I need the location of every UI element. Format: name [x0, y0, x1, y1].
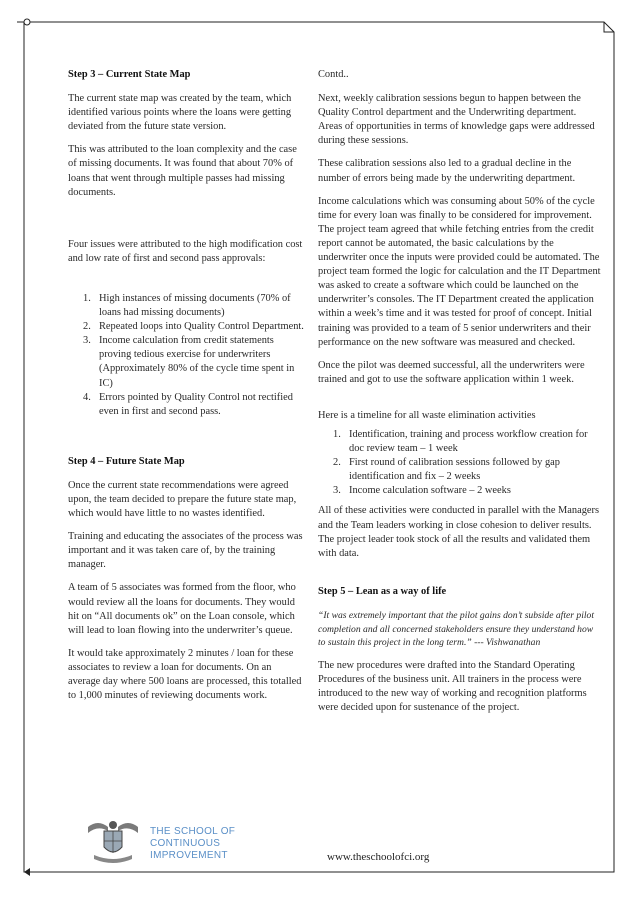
right-paragraph-3: Income calculations which was consuming about 50% of the cycle time for every loan was finally to be considered for improvement. The project team agreed that while fetching entries from the credit report cannot be automated, the basic calculations by the underwriter once the inputs were provided could be automated. The project team formed the logic for calculation and the IT Department was asked to create a software which could be launched on the underwriter’s consoles. The IT Department created the application within a week’s time and it was tested for proof of concept. Initial training was provided to a team of 5 senior underwriters and their performance on the new software was measured and checked.: [318, 195, 601, 348]
list-item: 2. First round of calibration sessions followed by gap identification and fix – 2 weeks: [333, 457, 560, 483]
step3-paragraph-3: Four issues were attributed to the high modification cost and low rate of first and second pass approvals:: [68, 238, 303, 264]
list-item: 1. High instances of missing documents (70% of loans had missing documents): [83, 292, 291, 319]
right-paragraph-5: All of these activities were conducted in parallel with the Managers and the Team leaders working in close cohesion to deliver results. The project leader took stock of all the results and validated them with data.: [318, 505, 600, 559]
step4-paragraph-4: It would take approximately 2 minutes / loan for these associates to review a loan for documents. On an average day where 500 loans are processed, this totalled to 1,000 minutes of reviewing documents work.: [68, 647, 302, 702]
timeline-list: [318, 428, 602, 498]
list-item: 3. Income calculation from credit statements proving tedious exercise for underwriters (Approximately 80% of the cycle time spent in IC): [83, 335, 295, 389]
right-paragraph-6: The new procedures were drafted into the Standard Operating Procedures of the business unit. All trainers in the process were introduced to the new way of working and recognition platforms were decided upon for sustenance of the project.: [318, 659, 587, 713]
left-column: [68, 68, 304, 703]
step3-paragraph-1: The current state map was created by the team, which identified various points where the loans were getting deviated from the future state version.: [68, 93, 292, 133]
timeline-intro: Here is a timeline for all waste elimination activities: [318, 409, 536, 421]
right-column: [318, 68, 602, 715]
school-logo: [84, 817, 289, 869]
issues-list: [68, 292, 304, 419]
step3-heading: Step 3 – Current State Map: [68, 69, 191, 80]
logo-line-2: CONTINUOUS IMPROVEMENT: [150, 838, 228, 861]
crest-icon: [84, 817, 142, 869]
list-item: 1. Identification, training and process workflow creation for doc review team – 1 week: [333, 428, 588, 455]
step4-paragraph-1: Once the current state recommendations were agreed upon, the team decided to prepare the future state map, which would have little to no wastes identified.: [68, 479, 297, 520]
list-item: 2. Repeated loops into Quality Control Department.: [83, 321, 304, 333]
step5-heading: Step 5 – Lean as a way of life: [318, 585, 447, 597]
right-paragraph-4: Once the pilot was deemed successful, all the underwriters were trained and got to use the software application within 1 week.: [318, 359, 585, 385]
list-item: 4. Errors pointed by Quality Control not rectified even in first and second pass.: [83, 391, 293, 417]
website-link[interactable]: www.theschoolofci.org: [327, 851, 430, 863]
list-item: 3. Income calculation software – 2 weeks: [333, 485, 511, 497]
right-paragraph-1: Next, weekly calibration sessions begun to happen between the Quality Control department and the Underwriting department. Areas of opportunities in terms of knowledge gaps were addressed during these sessions.: [318, 93, 595, 147]
step3-paragraph-2: This was attributed to the loan complexity and the case of missing documents. It was found that about 70% of loans that went through multiple passes had missing documents.: [68, 144, 297, 198]
contd-label: Contd..: [318, 69, 349, 80]
step4-heading: Step 4 – Future State Map: [68, 455, 185, 467]
step4-paragraph-3: A team of 5 associates was formed from the floor, who would review all the loans for documents. They would hit on “All documents ok” on the Loan console, which will lead to loan flowing into the underwriter’s queue.: [68, 582, 296, 636]
logo-line-1: THE SCHOOL OF: [150, 826, 236, 837]
step4-paragraph-2: Training and educating the associates of the process was important and it was taken care of, by the training manager.: [68, 531, 303, 571]
quote: “It was extremely important that the pilot gains don’t subside after pilot completion and all concerned stakeholders ensure they understand how to sustain this project in the long term.” --- Vishwanathan: [318, 609, 594, 649]
right-paragraph-2: These calibration sessions also led to a gradual decline in the number of errors being made by the underwriting department.: [318, 158, 576, 184]
